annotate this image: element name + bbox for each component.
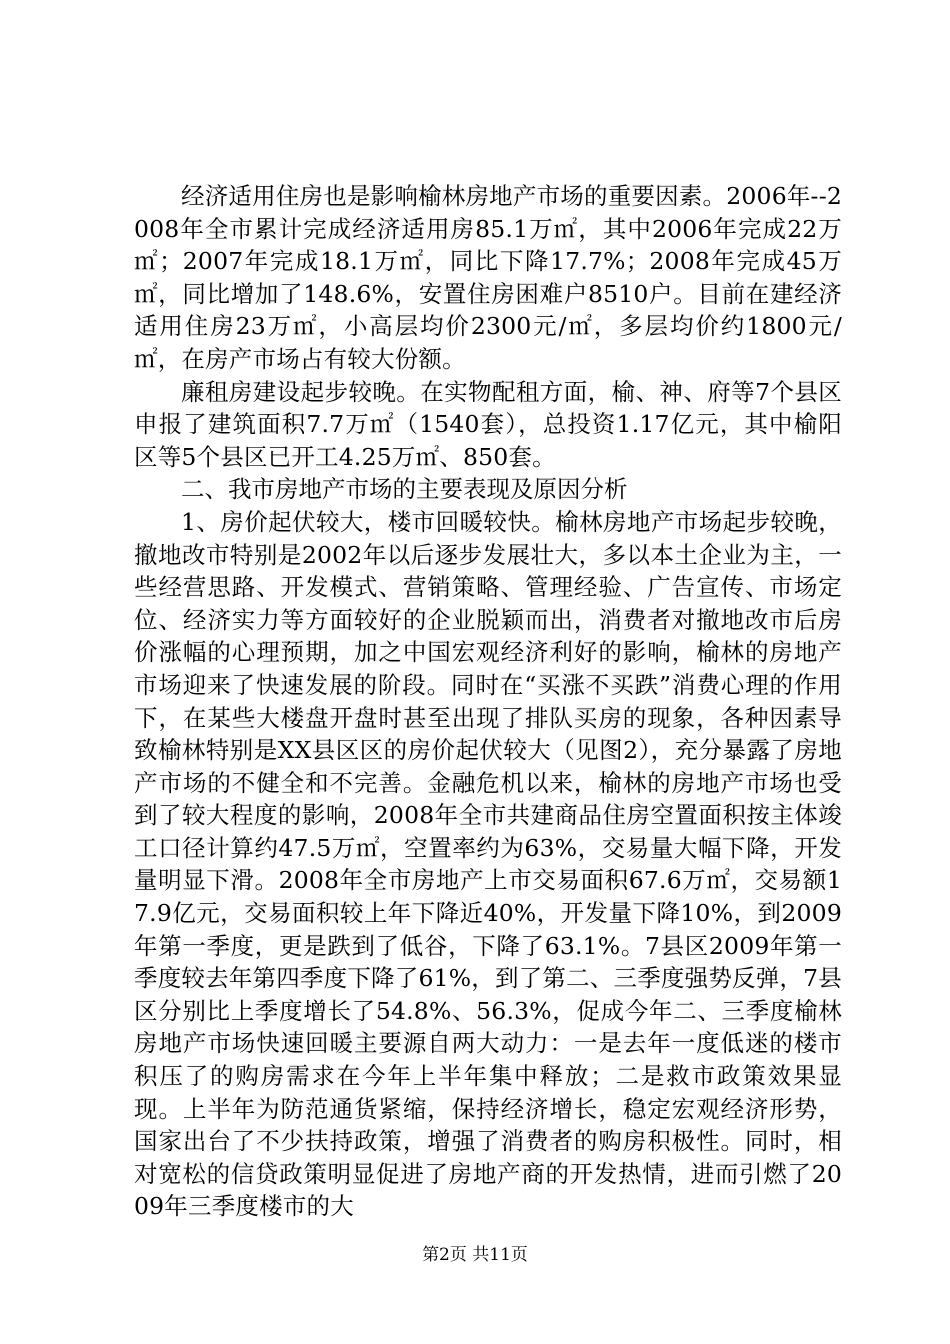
paragraph-price-fluctuation: 1、房价起伏较大，楼市回暖较快。榆林房地产市场起步较晚，撤地改市特别是2002年以后逐步发展壮大，多以本土企业为主，一些经营思路、开发模式、营销策略、管理经验、广告宣传、市场定位、经济实力等方面较好的企业脱颖而出，消费者对撤地改市后房价涨幅的心理预期，加之中国宏观经济利好的影响，榆林的房地产市场迎来了快速发展的阶段。同时在“买涨不买跌”消费心理的作用下，在某些大楼盘开盘时甚至出现了排队买房的现象，各种因素导致榆林特别是XX县区区的房价起伏较大（见图2），充分暴露了房地产市场的不健全和不完善。金融危机以来，榆林的房地产市场也受到了较大程度的影响，2008年全市共建商品住房空置面积按主体竣工口径计算约47.5万㎡，空置率约为63%，交易量大幅下降，开发量明显下滑。2008年全市房地产上市交易面积67.6万㎡，交易额17.9亿元，交易面积较上年下降近40%，开发量下降10%，到2009年第一季度，更是跌到了低谷，下降了63.1%。7县区2009年第一季度较去年第四季度下降了61%，到了第二、三季度强势反弹，7县区分别比上季度增长了54.8%、56.3%，促成今年二、三季度榆林房地产市场快速回暖主要源自两大动力：一是去年一度低迷的楼市积压了的购房需求在今年上半年集中释放；二是救市政策效果显现。上半年为防范通货紧缩，保持经济增长，稳定宏观经济形势，国家出台了不少扶持政策，增强了消费者的购房积极性。同时，相对宽松的信贷政策明显促进了房地产商的开发热情，进而引燃了2009年三季度楼市的大 [134,507,842,1221]
page-number-footer: 第2页 共11页 [422,1245,528,1265]
section-heading: 二、我市房地产市场的主要表现及原因分析 [181,475,628,504]
document-body [134,180,842,1223]
paragraph-affordable-housing: 经济适用住房也是影响榆林房地产市场的重要因素。2006年--2008年全市累计完成经济适用房85.1万㎡，其中2006年完成22万㎡；2007年完成18.1万㎡，同比下降17.7%；2008年完成45万㎡，同比增加了148.6%，安置住房困难户8510户。目前在建经济适用住房23万㎡，小高层均价2300元/㎡，多层均价约1800元/㎡，在房产市场占有较大份额。 [134,182,842,373]
paragraph-low-rent-housing: 廉租房建设起步较晚。在实物配租方面，榆、神、府等7个县区申报了建筑面积7.7万㎡（1540套），总投资1.17亿元，其中榆阳区等5个县区已开工4.25万㎡、850套。 [134,377,842,471]
